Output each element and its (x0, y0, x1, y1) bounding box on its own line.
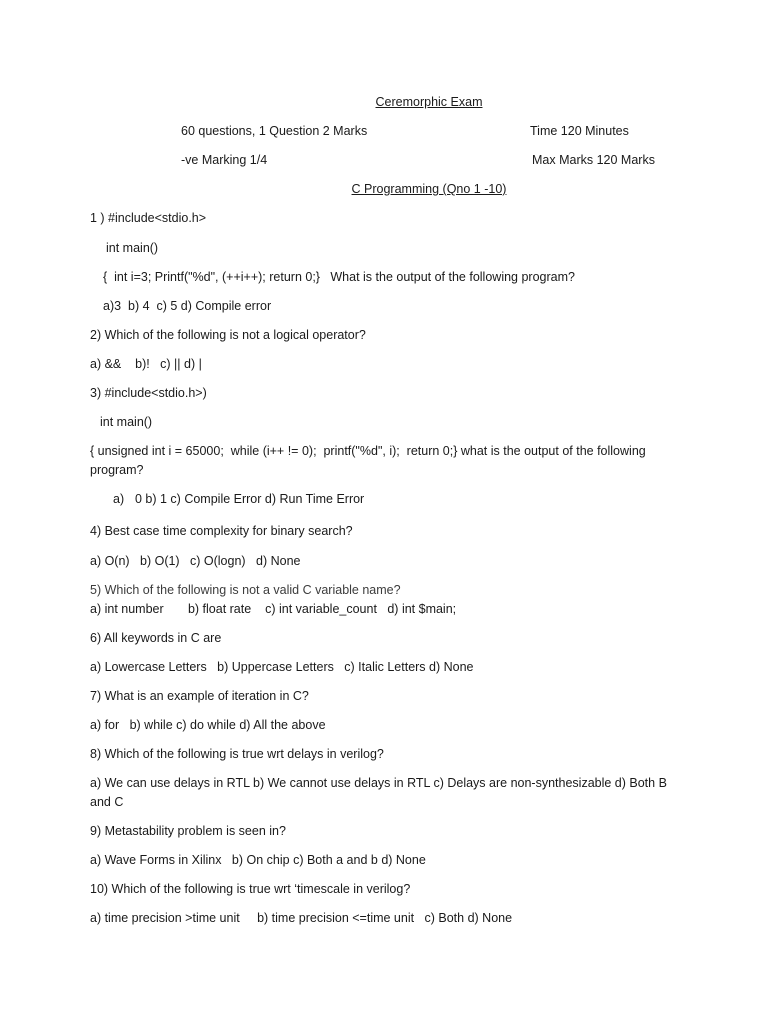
question-10-options: a) time precision >time unit b) time precision <=time unit c) Both d) None (90, 911, 513, 925)
question-3-line-4: program? (90, 463, 144, 477)
exam-title: Ceremorphic Exam (375, 95, 483, 109)
question-3-line-2: int main() (100, 415, 153, 429)
question-5: 5) Which of the following is not a valid C variable name? (90, 583, 401, 597)
question-1-line-1: 1 ) #include<stdio.h> (90, 211, 207, 225)
question-1-options: a)3 b) 4 c) 5 d) Compile error (103, 299, 272, 313)
question-9: 9) Metastability problem is seen in? (90, 824, 286, 838)
question-3-line-1: 3) #include<stdio.h>) (90, 386, 207, 400)
question-4-options: a) O(n) b) O(1) c) O(logn) d) None (90, 554, 301, 568)
question-8: 8) Which of the following is true wrt delays in verilog? (90, 747, 384, 761)
section-title: C Programming (Qno 1 -10) (351, 182, 507, 196)
question-9-options: a) Wave Forms in Xilinx b) On chip c) Both a and b d) None (90, 853, 426, 867)
question-8-options-line-2: and C (90, 795, 124, 809)
time-info: Time 120 Minutes (530, 124, 629, 138)
question-10: 10) Which of the following is true wrt ‘timescale in verilog? (90, 882, 411, 896)
question-8-options-line-1: a) We can use delays in RTL b) We cannot use delays in RTL c) Delays are non-synthesizable d) Both B (90, 776, 667, 790)
question-2-options: a) && b)! c) || d) | (90, 357, 202, 371)
question-4: 4) Best case time complexity for binary search? (90, 524, 353, 538)
question-1-line-2: int main() (106, 241, 159, 255)
question-3-options: 0 b) 1 c) Compile Error d) Run Time Error (135, 492, 365, 506)
question-count-info: 60 questions, 1 Question 2 Marks (181, 124, 368, 138)
question-3-options-marker: a) (113, 492, 125, 506)
question-7-options: a) for b) while c) do while d) All the above (90, 718, 326, 732)
max-marks-info: Max Marks 120 Marks (532, 153, 655, 167)
question-6-options: a) Lowercase Letters b) Uppercase Letters c) Italic Letters d) None (90, 660, 474, 674)
question-6: 6) All keywords in C are (90, 631, 222, 645)
question-1-line-3: { int i=3; Printf("%d", (++i++); return 0;} What is the output of the following program? (103, 270, 575, 284)
question-2: 2) Which of the following is not a logical operator? (90, 328, 366, 342)
negative-marking-info: -ve Marking 1/4 (181, 153, 268, 167)
question-3-line-3: { unsigned int i = 65000; while (i++ != 0); printf("%d", i); return 0;} what is the output of the following (90, 444, 646, 458)
question-7: 7) What is an example of iteration in C? (90, 689, 309, 703)
question-5-options: a) int number b) float rate c) int variable_count d) int $main; (90, 602, 457, 616)
